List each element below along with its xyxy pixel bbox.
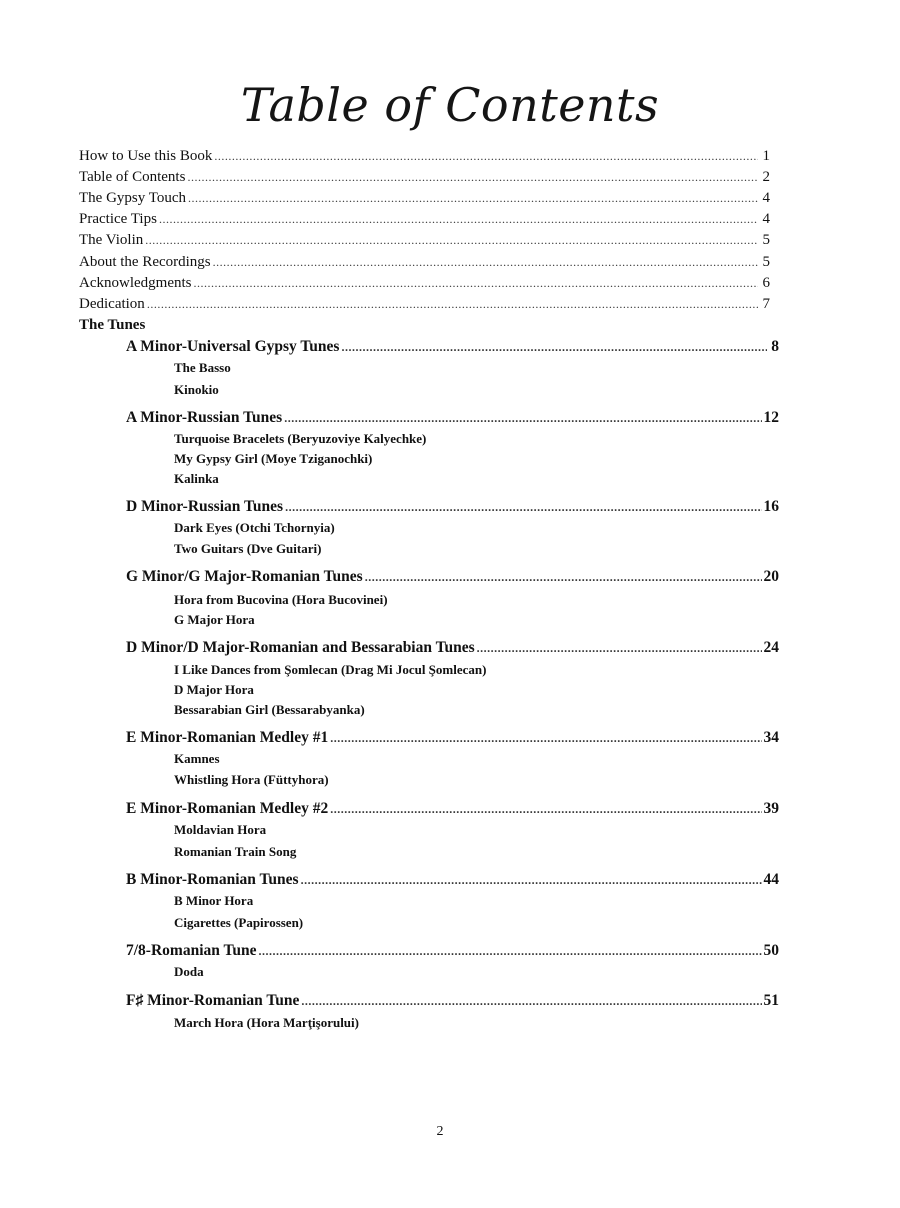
section-page: 24 [763, 639, 779, 656]
dot-leader [330, 732, 761, 744]
section-title: F♯ Minor-Romanian Tune [126, 992, 300, 1009]
section-page: 12 [763, 409, 779, 426]
toc-entry-label: The Gypsy Touch [79, 190, 186, 206]
tune-item[interactable]: Bessarabian Girl (Bessarabyanka) [174, 702, 365, 717]
page-number: 2 [436, 1124, 444, 1139]
toc-entry[interactable] [79, 167, 770, 187]
dot-leader [187, 171, 758, 183]
toc-entry[interactable] [79, 230, 770, 250]
dot-leader [330, 803, 761, 815]
tune-item[interactable]: I Like Dances from Şomlecan (Drag Mi Jocul Şomlecan) [174, 662, 487, 677]
section-title: 7/8-Romanian Tune [126, 942, 257, 959]
section-page: 20 [763, 568, 779, 585]
tune-item[interactable]: Kalinka [174, 471, 219, 486]
tune-item[interactable]: Kinokio [174, 382, 219, 397]
tune-item[interactable]: Romanian Train Song [174, 844, 297, 859]
dot-leader [145, 234, 758, 246]
dot-leader [147, 298, 758, 310]
section-entry[interactable] [126, 870, 779, 890]
dot-leader [301, 995, 761, 1007]
toc-entry-page: 4 [762, 190, 770, 206]
toc-entry-label: About the Recordings [79, 254, 211, 270]
section-entry[interactable] [126, 567, 779, 587]
tune-item[interactable]: March Hora (Hora Marţişorului) [174, 1015, 359, 1030]
section-entry[interactable] [126, 497, 779, 517]
tune-item[interactable]: Dark Eyes (Otchi Tchornyia) [174, 520, 335, 535]
dot-leader [285, 501, 761, 513]
dot-leader [188, 192, 758, 204]
toc-entry[interactable] [79, 146, 770, 166]
tune-item[interactable]: Cigarettes (Papirossen) [174, 915, 304, 930]
toc-entry-page: 7 [762, 296, 770, 312]
toc-entry-label: Table of Contents [79, 169, 186, 185]
toc-entry-page: 5 [762, 254, 770, 270]
section-entry[interactable] [126, 799, 779, 819]
tunes-heading: The Tunes [79, 317, 146, 333]
tune-item[interactable]: B Minor Hora [174, 893, 254, 908]
section-entry[interactable] [126, 941, 779, 961]
tune-item[interactable]: Turquoise Bracelets (Beryuzoviye Kalyechke) [174, 431, 427, 446]
tune-item[interactable]: D Major Hora [174, 682, 254, 697]
section-entry[interactable] [126, 991, 779, 1011]
section-page: 44 [763, 871, 779, 888]
toc-entry-label: Acknowledgments [79, 275, 192, 291]
tune-item[interactable]: Whistling Hora (Füttyhora) [174, 772, 329, 787]
dot-leader [259, 945, 762, 957]
section-page: 50 [763, 942, 779, 959]
tune-item[interactable]: My Gypsy Girl (Moye Tziganochki) [174, 451, 373, 466]
toc-entry[interactable] [79, 252, 770, 272]
section-title: E Minor-Romanian Medley #1 [126, 729, 329, 746]
section-page: 34 [763, 729, 779, 746]
toc-entry-page: 5 [762, 232, 770, 248]
section-title: A Minor-Russian Tunes [126, 409, 283, 426]
dot-leader [159, 213, 758, 225]
section-entry[interactable] [126, 408, 779, 428]
dot-leader [341, 341, 767, 353]
dot-leader [365, 571, 762, 583]
toc-entry-label: How to Use this Book [79, 148, 213, 164]
section-title: G Minor/G Major-Romanian Tunes [126, 568, 363, 585]
toc-entry[interactable] [79, 273, 770, 293]
tune-item[interactable]: Hora from Bucovina (Hora Bucovinei) [174, 592, 388, 607]
section-entry[interactable] [126, 337, 779, 357]
section-title: B Minor-Romanian Tunes [126, 871, 299, 888]
tune-item[interactable]: Kamnes [174, 751, 220, 766]
toc-entry-page: 4 [762, 211, 770, 227]
section-entry[interactable] [126, 638, 779, 658]
toc-entry-label: Practice Tips [79, 211, 157, 227]
dot-leader [193, 277, 758, 289]
section-page: 51 [763, 992, 779, 1009]
section-title: D Minor/D Major-Romanian and Bessarabian Tunes [126, 639, 475, 656]
section-page: 8 [771, 338, 779, 355]
section-page: 16 [763, 498, 779, 515]
dot-leader [284, 412, 761, 424]
section-entry[interactable] [126, 728, 779, 748]
tune-item[interactable]: The Basso [174, 360, 231, 375]
toc-entry-label: Dedication [79, 296, 145, 312]
dot-leader [214, 150, 758, 162]
section-page: 39 [763, 800, 779, 817]
tune-item[interactable]: Doda [174, 964, 204, 979]
toc-entry-page: 6 [762, 275, 770, 291]
section-title: E Minor-Romanian Medley #2 [126, 800, 329, 817]
toc-entry-label: The Violin [79, 232, 144, 248]
toc-entry-page: 2 [762, 169, 770, 185]
tune-item[interactable]: Moldavian Hora [174, 822, 267, 837]
dot-leader [477, 642, 762, 654]
dot-leader [301, 874, 762, 886]
section-title: A Minor-Universal Gypsy Tunes [126, 338, 340, 355]
toc-entry[interactable] [79, 209, 770, 229]
toc-entry[interactable] [79, 294, 770, 314]
page-title: Table of Contents [240, 78, 660, 132]
dot-leader [213, 256, 758, 268]
toc-entry-page: 1 [762, 148, 770, 164]
tune-item[interactable]: Two Guitars (Dve Guitari) [174, 541, 322, 556]
toc-entry[interactable] [79, 188, 770, 208]
section-title: D Minor-Russian Tunes [126, 498, 284, 515]
tune-item[interactable]: G Major Hora [174, 612, 255, 627]
